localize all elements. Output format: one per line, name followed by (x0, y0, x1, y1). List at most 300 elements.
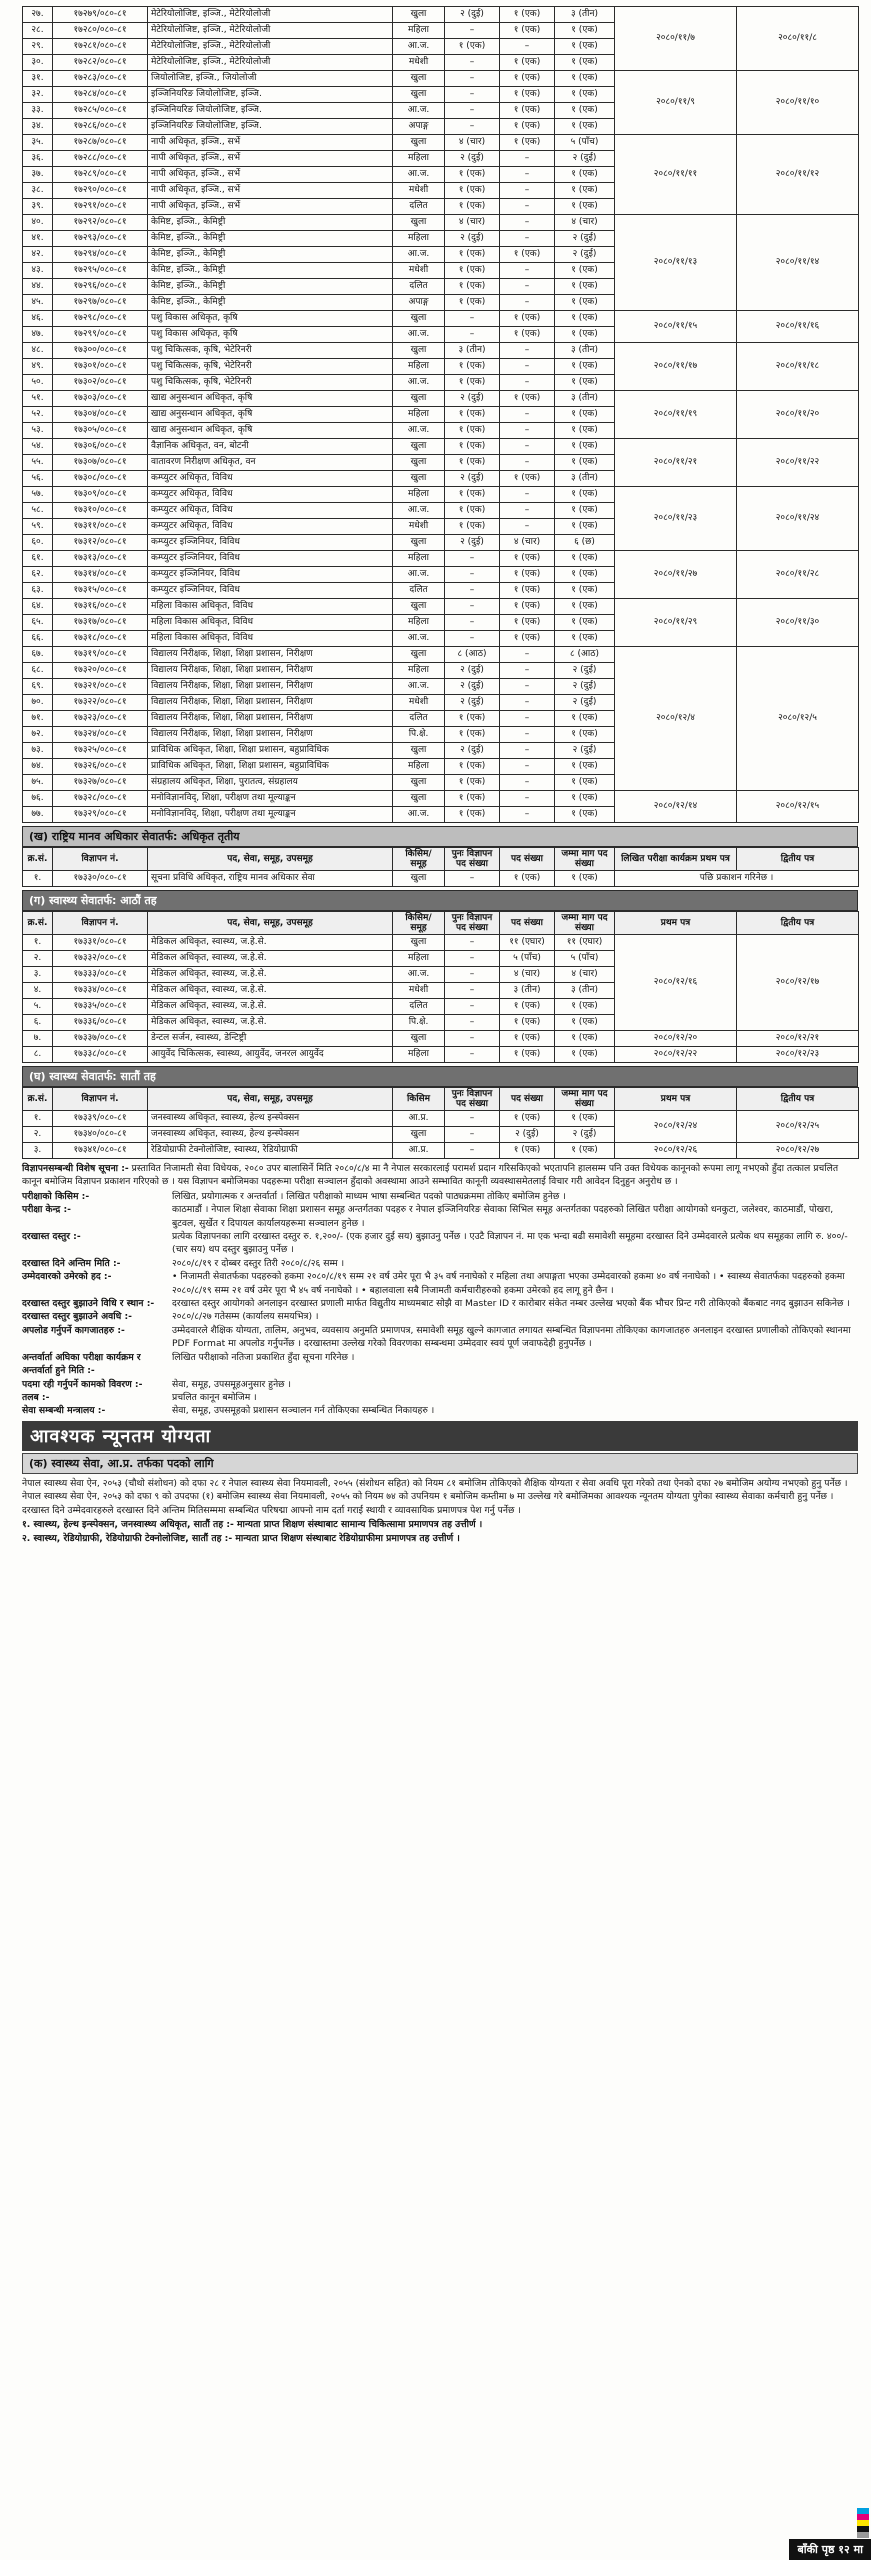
notice-item-value: २०८०/८/१९ र दोब्बर दस्तुर तिरी २०८०/८/२६ सम्म । (172, 1257, 345, 1269)
table-cell: ६. (23, 1015, 53, 1031)
table-cell: १७३२५/०८०-८१ (53, 743, 148, 759)
exam-date-second-paper: २०८०/१२/१७ (737, 935, 859, 1031)
table-cell: २ (दुई) (445, 231, 500, 247)
table-cell: १७३२७/०८०-८१ (53, 775, 148, 791)
table-cell: १७२८९/०८०-८१ (53, 167, 148, 183)
table-cell: केमिष्ट, इञ्जि., केमिष्ट्री (148, 231, 393, 247)
table-cell: खुला (393, 215, 445, 231)
table-cell: १७३०८/०८०-८१ (53, 471, 148, 487)
table-cell: डेन्टल सर्जन, स्वास्थ्य, डेन्टिष्ट्री (148, 1031, 393, 1047)
table-row (23, 647, 859, 663)
table-cell: ४ (चार) (555, 967, 615, 983)
exam-date-first-paper: २०८०/११/१५ (615, 311, 737, 343)
exam-date-second-paper: २०८०/१२/१५ (737, 791, 859, 823)
table-cell: १ (एक) (555, 551, 615, 567)
table-cell: खुला (393, 87, 445, 103)
table-cell: १ (एक) (445, 167, 500, 183)
table-cell: खुला (393, 1031, 445, 1047)
table-cell: १ (एक) (555, 791, 615, 807)
table-header-cell: लिखित परीक्षा कार्यक्रम प्रथम पत्र (615, 848, 737, 871)
table-cell: ३ (तीन) (555, 7, 615, 23)
table-cell: १ (एक) (555, 503, 615, 519)
table-cell: नापी अधिकृत, इञ्जि., सर्भे (148, 167, 393, 183)
table-cell: १ (एक) (445, 199, 500, 215)
continued-on-page-tab: बाँकी पृष्ठ १२ मा (789, 2539, 871, 2560)
table-cell: खुला (393, 743, 445, 759)
table-cell: ३५. (23, 135, 53, 151)
table-row (23, 391, 859, 407)
table-cell: पछि प्रकाशन गरिनेछ । (615, 871, 859, 887)
table-cell: १ (एक) (500, 327, 555, 343)
table-cell: ४. (23, 983, 53, 999)
table-header-cell: पद, सेवा, समूह, उपसमूह (148, 1088, 393, 1111)
table-cell: १ (एक) (500, 631, 555, 647)
table-cell: – (500, 743, 555, 759)
notice-item-value: उम्मेदवारले शैक्षिक योग्यता, तालिम, अनुभव, व्यवसाय अनुमति प्रमाणपत्र, समावेशी समूह खुल्ने कागजात लगायत सम्बन्धित विज्ञापनमा तोकिएका कागजातहरु अनलाइन दरखास्त प्रणालीको तोकिएको स्थानमा PDF Format मा अपलोड गर्नुपर्नेछ । दरखास्तमा उल्लेख गरेको विवरणका सम्बन्धमा उम्मेदवार स्वयं पूर्ण जवाफदेही हुनुपर्नेछ । (172, 1324, 851, 1350)
table-cell: २ (दुई) (445, 743, 500, 759)
table-cell: खुला (393, 535, 445, 551)
table-cell: १. (23, 1111, 53, 1127)
table-cell: ३ (तीन) (555, 983, 615, 999)
table-header-cell: क्र.सं. (23, 912, 53, 935)
table-cell: आ.ज. (393, 247, 445, 263)
table-cell: १७३०३/०८०-८१ (53, 391, 148, 407)
table-cell: १ (एक) (555, 615, 615, 631)
table-cell: महिला विकास अधिकृत, विविध (148, 599, 393, 615)
table-row (23, 1031, 859, 1047)
table-cell: १ (एक) (555, 1047, 615, 1063)
table-cell: ५२. (23, 407, 53, 423)
exam-date-first-paper: २०८०/१२/१४ (615, 791, 737, 823)
table-cell: १७२९५/०८०-८१ (53, 263, 148, 279)
table-cell: खुला (393, 135, 445, 151)
table-cell: १ (एक) (445, 775, 500, 791)
table-cell: – (500, 199, 555, 215)
exam-date-first-paper: २०८०/१२/२२ (615, 1047, 737, 1063)
table-cell: १ (एक) (500, 871, 555, 887)
table-cell: २८. (23, 23, 53, 39)
table-cell: मधेशी (393, 183, 445, 199)
table-cell: १ (एक) (555, 599, 615, 615)
table-cell: १७३२६/०८०-८१ (53, 759, 148, 775)
table-cell: – (445, 871, 500, 887)
table-cell: १७३०६/०८०-८१ (53, 439, 148, 455)
table-cell: १७३१०/०८०-८१ (53, 503, 148, 519)
exam-date-first-paper: २०८०/११/२९ (615, 599, 737, 647)
table-header-cell: विज्ञापन नं. (53, 912, 148, 935)
table-cell: १७२९२/०८०-८१ (53, 215, 148, 231)
notice-block (22, 1162, 858, 1418)
table-cell: २ (दुई) (500, 1127, 555, 1143)
table-cell: २ (दुई) (555, 663, 615, 679)
exam-date-first-paper: २०८०/१२/४ (615, 647, 737, 791)
table-cell: १ (एक) (500, 1031, 555, 1047)
section-kha-table (22, 847, 859, 887)
exam-date-second-paper: २०८०/११/२८ (737, 551, 859, 599)
table-cell: १७३२२/०८०-८१ (53, 695, 148, 711)
table-cell: आ.ज. (393, 503, 445, 519)
table-cell: जनस्वास्थ्य अधिकृत, स्वास्थ्य, हेल्थ इन्स्पेक्सन (148, 1111, 393, 1127)
table-cell: – (445, 1015, 500, 1031)
table-cell: ५६. (23, 471, 53, 487)
table-cell: खाद्य अनुसन्धान अधिकृत, कृषि (148, 391, 393, 407)
notice-item-label: दरखास्त दस्तुर बुझाउने अवधि :- (22, 1311, 132, 1323)
table-cell: १ (एक) (555, 279, 615, 295)
notice-item-value: • निजामती सेवातर्फका पदहरुको हकमा २०८०/८/१९ सम्म २१ वर्ष उमेर पूरा भै ३५ वर्ष ननाघेको र महिला तथा अपाङ्गता भएका उम्मेदवारको हकमा ४० वर्ष ननाघेको । • स्वास्थ्य सेवातर्फका पदहरुको हकमा २०८०/८/१९ सम्म २१ वर्ष उमेर पूरा भै ४५ वर्ष ननाघेको । • बहालवाला सबै निजामती कर्मचारीहरुको हकमा उमेरको हद लागू हुने छैन । (172, 1271, 845, 1296)
table-row (23, 487, 859, 503)
table-cell: ४०. (23, 215, 53, 231)
notice-item (22, 1270, 858, 1297)
table-cell: १ (एक) (500, 311, 555, 327)
table-cell: २०८०/१२/२६ (615, 1143, 737, 1159)
table-header-cell: क्र.सं. (23, 1088, 53, 1111)
table-cell: २ (दुई) (445, 535, 500, 551)
table-header-cell: जम्मा माग पद संख्या (555, 912, 615, 935)
table-cell: १ (एक) (500, 103, 555, 119)
table-cell: १७३२३/०८०-८१ (53, 711, 148, 727)
table-cell: पशु विकास अधिकृत, कृषि (148, 327, 393, 343)
table-cell: आ.ज. (393, 39, 445, 55)
table-cell: – (445, 1031, 500, 1047)
table-cell: १ (एक) (500, 87, 555, 103)
table-cell: ७७. (23, 807, 53, 823)
table-cell: १ (एक) (445, 487, 500, 503)
section-kha-body (23, 871, 859, 887)
table-cell: – (445, 327, 500, 343)
section-gha-table (22, 1087, 859, 1159)
table-header-cell: पद संख्या (500, 848, 555, 871)
table-cell: महिला (393, 615, 445, 631)
table-cell: १७२८७/०८०-८१ (53, 135, 148, 151)
table-cell: कम्प्युटर इञ्जिनियर, विविध (148, 551, 393, 567)
table-cell: नापी अधिकृत, इञ्जि., सर्भे (148, 183, 393, 199)
exam-date-second-paper: २०८०/११/१२ (737, 135, 859, 215)
table-cell: – (500, 343, 555, 359)
table-cell: १ (एक) (555, 55, 615, 71)
exam-date-second-paper: २०८०/११/१० (737, 71, 859, 135)
table-cell: केमिष्ट, इञ्जि., केमिष्ट्री (148, 279, 393, 295)
table-cell: महिला (393, 23, 445, 39)
table-cell: मधेशी (393, 695, 445, 711)
table-cell: ६९. (23, 679, 53, 695)
table-cell: मधेशी (393, 983, 445, 999)
table-cell: – (500, 695, 555, 711)
table-cell: ४ (चार) (555, 215, 615, 231)
notice-item (22, 1297, 858, 1310)
table-cell: ३६. (23, 151, 53, 167)
table-cell: विद्यालय निरीक्षक, शिक्षा, शिक्षा प्रशासन, निरीक्षण (148, 679, 393, 695)
table-cell: मधेशी (393, 55, 445, 71)
table-cell: ५. (23, 999, 53, 1015)
table-cell: महिला (393, 407, 445, 423)
table-cell: १७२९४/०८०-८१ (53, 247, 148, 263)
exam-date-first-paper: २०८०/११/१९ (615, 391, 737, 439)
table-cell: – (445, 615, 500, 631)
table-cell: – (445, 1047, 500, 1063)
table-cell: १ (एक) (445, 807, 500, 823)
table-cell: ६३. (23, 583, 53, 599)
table-cell: ५०. (23, 375, 53, 391)
table-cell: पि.क्षे. (393, 1015, 445, 1031)
table-row (23, 7, 859, 23)
top-vacancy-table (22, 6, 859, 823)
table-cell: १ (एक) (555, 455, 615, 471)
notice-item-label: दरखास्त दस्तुर बुझाउने विधि र स्थान :- (22, 1298, 155, 1310)
exam-date-first-paper: २०८०/११/११ (615, 135, 737, 215)
exam-date-second-paper: २०८०/११/१४ (737, 215, 859, 311)
table-cell: ७. (23, 1031, 53, 1047)
table-cell: ४२. (23, 247, 53, 263)
table-cell: ११ (एघार) (500, 935, 555, 951)
table-cell: १७३०९/०८०-८१ (53, 487, 148, 503)
table-cell: मनोविज्ञानविद्, शिक्षा, परीक्षण तथा मूल्याङ्कन (148, 791, 393, 807)
table-header-cell: किसिम/ समूह (393, 912, 445, 935)
table-cell: ८ (आठ) (555, 647, 615, 663)
table-cell: – (500, 679, 555, 695)
table-cell: खुला (393, 871, 445, 887)
table-cell: – (500, 39, 555, 55)
table-cell: १ (एक) (555, 807, 615, 823)
table-cell: – (445, 23, 500, 39)
table-cell: ४ (चार) (445, 215, 500, 231)
table-cell: ३. (23, 1143, 53, 1159)
table-header-cell: पद संख्या (500, 1088, 555, 1111)
table-cell: १ (एक) (555, 39, 615, 55)
table-cell: १७३१२/०८०-८१ (53, 535, 148, 551)
table-cell: ११ (एघार) (555, 935, 615, 951)
table-cell: १ (एक) (445, 263, 500, 279)
table-cell: केमिष्ट, इञ्जि., केमिष्ट्री (148, 295, 393, 311)
min-qualification-item-1: १. स्वास्थ्य, हेल्थ इन्स्पेक्सन, जनस्वास्थ्य अधिकृत, सातौं तह :- मान्यता प्राप्त शिक्षण संस्थाबाट सामान्य चिकित्सामा प्रमाणपत्र तह उत्तीर्ण । (22, 1518, 483, 1530)
table-cell: विद्यालय निरीक्षक, शिक्षा, शिक्षा प्रशासन, निरीक्षण (148, 695, 393, 711)
table-cell: – (445, 551, 500, 567)
table-cell: पशु विकास अधिकृत, कृषि (148, 311, 393, 327)
table-cell: महिला (393, 487, 445, 503)
notice-item (22, 1404, 858, 1417)
notice-item-label: तलब :- (22, 1391, 50, 1403)
table-header-cell: जम्मा माग पद संख्या (555, 848, 615, 871)
special-notice-text: प्रस्तावित निजामती सेवा विधेयक, २०८० उपर बालासिर्ने मिति २०८०/८/४ मा नै नेपाल सरकारलाई परामर्श प्रदान गरिसकिएको भएतापनि हालसम्म पनि उक्त विधेयक कानूनको रूपमा लागू नभएको हुँदा तत्काल प्रचलित कानून बमोजिम विज्ञापन प्रकाशन गरिएको छ । यस विज्ञापन बमोजिमका पदहरूमा परीक्षा सञ्चालन हुँदाको अवस्थामा आउने सम्भावित कानूनी व्यवस्थासमेतलाई विचार गरी आवेदन दिनुहुन अनुरोध छ । (22, 1163, 839, 1188)
table-cell: – (500, 407, 555, 423)
exam-date-second-paper: २०८०/११/८ (737, 7, 859, 71)
table-cell: १ (एक) (445, 455, 500, 471)
table-cell: १७३१३/०८०-८१ (53, 551, 148, 567)
table-cell: ४६. (23, 311, 53, 327)
table-cell: २ (दुई) (445, 151, 500, 167)
table-cell: १ (एक) (445, 711, 500, 727)
notice-item (22, 1378, 858, 1391)
table-cell: ५७. (23, 487, 53, 503)
table-cell: १ (एक) (555, 519, 615, 535)
table-row (23, 311, 859, 327)
exam-date-first-paper: २०८०/११/२७ (615, 551, 737, 599)
table-row (23, 135, 859, 151)
table-cell: कम्प्युटर अधिकृत, विविध (148, 503, 393, 519)
table-cell: खुला (393, 7, 445, 23)
table-cell: १७३००/०८०-८१ (53, 343, 148, 359)
table-cell: ४४. (23, 279, 53, 295)
table-cell: १ (एक) (500, 567, 555, 583)
table-cell: १ (एक) (555, 1111, 615, 1127)
notice-item (22, 1351, 858, 1378)
table-cell: – (445, 967, 500, 983)
table-header-cell: पद संख्या (500, 912, 555, 935)
notice-item-label: परीक्षा केन्द्र :- (22, 1204, 71, 1216)
table-cell: १७३३६/०८०-८१ (53, 1015, 148, 1031)
table-cell: १. (23, 871, 53, 887)
table-cell: – (500, 231, 555, 247)
exam-date-second-paper: २०८०/११/२४ (737, 487, 859, 551)
table-header-cell: जम्मा माग पद संख्या (555, 1088, 615, 1111)
table-cell: ३१. (23, 71, 53, 87)
notice-item-label: अन्तर्वार्ता अघिका परीक्षा कार्यक्रम र अन्तर्वार्ता हुने मिति :- (22, 1351, 141, 1377)
table-cell: इञ्जिनियरिङ जियोलोजिष्ट, इञ्जि. (148, 103, 393, 119)
table-cell: – (500, 439, 555, 455)
table-header-cell: पुनः विज्ञापन पद संख्या (445, 1088, 500, 1111)
table-cell: १ (एक) (555, 327, 615, 343)
table-cell: २ (दुई) (555, 231, 615, 247)
notice-item (22, 1230, 858, 1257)
table-cell: १ (एक) (555, 727, 615, 743)
table-cell: – (500, 663, 555, 679)
table-cell: दलित (393, 711, 445, 727)
table-cell: ३ (तीन) (445, 343, 500, 359)
exam-date-first-paper: २०८०/११/२३ (615, 487, 737, 551)
table-cell: खाद्य अनुसन्धान अधिकृत, कृषि (148, 423, 393, 439)
table-cell: १ (एक) (445, 423, 500, 439)
table-header-cell: प्रथम पत्र (615, 1088, 737, 1111)
top-table-body (23, 7, 859, 823)
table-cell: १७३३९/०८०-८१ (53, 1111, 148, 1127)
table-cell: १७३२९/०८०-८१ (53, 807, 148, 823)
min-qualification-item-2: २. स्वास्थ्य, रेडियोग्राफी, रेडियोग्राफी टेक्नोलोजिष्ट, सातौं तह :- मान्यता प्राप्त शिक्षण संस्थाबाट रेडियोग्राफीमा प्रमाणपत्र तह उत्तीर्ण । (22, 1533, 460, 1545)
table-cell: प्राविधिक अधिकृत, शिक्षा, शिक्षा प्रशासन, बहुप्राविधिक (148, 759, 393, 775)
table-cell: ६१. (23, 551, 53, 567)
table-row (23, 935, 859, 951)
exam-date-first-paper: २०८०/११/७ (615, 7, 737, 71)
exam-date-first-paper: २०८०/११/१७ (615, 343, 737, 391)
table-cell: खुला (393, 71, 445, 87)
table-cell: मनोविज्ञानविद्, शिक्षा, परीक्षण तथा मूल्याङ्कन (148, 807, 393, 823)
table-cell: – (445, 311, 500, 327)
table-cell: ५४. (23, 439, 53, 455)
table-cell: २०८०/१२/२५ (737, 1111, 859, 1143)
notice-items (22, 1190, 858, 1418)
table-cell: १७३१९/०८०-८१ (53, 647, 148, 663)
table-cell: ३ (तीन) (555, 471, 615, 487)
table-header-cell: पुनः विज्ञापन पद संख्या (445, 848, 500, 871)
table-cell: नापी अधिकृत, इञ्जि., सर्भे (148, 151, 393, 167)
table-cell: खुला (393, 935, 445, 951)
table-header-cell: विज्ञापन नं. (53, 848, 148, 871)
table-cell: – (500, 711, 555, 727)
table-cell: – (500, 727, 555, 743)
table-cell: ३८. (23, 183, 53, 199)
table-cell: १७३०२/०८०-८१ (53, 375, 148, 391)
table-cell: – (500, 375, 555, 391)
table-cell: १७३३४/०८०-८१ (53, 983, 148, 999)
table-cell: ६४. (23, 599, 53, 615)
table-cell: – (500, 279, 555, 295)
table-cell: २ (दुई) (445, 391, 500, 407)
notice-item-label: सेवा सम्बन्धी मन्त्रालय :- (22, 1405, 106, 1417)
table-cell: कम्प्युटर इञ्जिनियर, विविध (148, 535, 393, 551)
notice-item-value: प्रचलित कानून बमोजिम । (172, 1391, 257, 1403)
table-cell: १ (एक) (555, 711, 615, 727)
table-cell: १ (एक) (445, 407, 500, 423)
table-cell: १ (एक) (500, 23, 555, 39)
table-cell: ६८. (23, 663, 53, 679)
table-cell: मेडिकल अधिकृत, स्वास्थ्य, ज.हे.से. (148, 983, 393, 999)
table-cell: ६०. (23, 535, 53, 551)
table-cell: १ (एक) (500, 71, 555, 87)
table-cell: कम्प्युटर अधिकृत, विविध (148, 519, 393, 535)
table-cell: ५ (पाँच) (500, 951, 555, 967)
table-cell: विद्यालय निरीक्षक, शिक्षा, शिक्षा प्रशासन, निरीक्षण (148, 663, 393, 679)
exam-date-first-paper: २०८०/११/१३ (615, 215, 737, 311)
table-cell: १ (एक) (500, 7, 555, 23)
table-cell: अपाङ्ग (393, 119, 445, 135)
table-cell: ७४. (23, 759, 53, 775)
table-cell: आ.ज. (393, 167, 445, 183)
table-cell: १७३११/०८०-८१ (53, 519, 148, 535)
table-cell: १७२८२/०८०-८१ (53, 55, 148, 71)
table-cell: महिला विकास अधिकृत, विविध (148, 615, 393, 631)
table-cell: १ (एक) (445, 503, 500, 519)
table-cell: महिला (393, 231, 445, 247)
table-cell: खुला (393, 599, 445, 615)
table-cell: आयुर्वेद चिकित्सक, स्वास्थ्य, आयुर्वेद, जनरल आयुर्वेद (148, 1047, 393, 1063)
table-cell: ५८. (23, 503, 53, 519)
table-cell: आ.ज. (393, 567, 445, 583)
table-cell: १ (एक) (555, 71, 615, 87)
table-row (23, 71, 859, 87)
exam-date-first-paper: २०८०/१२/२० (615, 1031, 737, 1047)
table-header-cell: किसिम/ समूह (393, 848, 445, 871)
table-cell: आ.ज. (393, 327, 445, 343)
table-cell: जनस्वास्थ्य अधिकृत, स्वास्थ्य, हेल्थ इन्स्पेक्सन (148, 1127, 393, 1143)
table-cell: २ (दुई) (555, 695, 615, 711)
table-cell: मेटेरियोलोजिष्ट, इञ्जि., मेटेरियोलोजी (148, 23, 393, 39)
table-cell: – (445, 983, 500, 999)
table-cell: १७३२४/०८०-८१ (53, 727, 148, 743)
table-cell: – (500, 487, 555, 503)
table-cell: ७६. (23, 791, 53, 807)
table-row (23, 343, 859, 359)
section-kha-banner: (ख) राष्ट्रिय मानव अधिकार सेवातर्फ: अधिकृत तृतीय (22, 826, 858, 847)
table-cell: केमिष्ट, इञ्जि., केमिष्ट्री (148, 247, 393, 263)
table-row (23, 215, 859, 231)
table-cell: ५५. (23, 455, 53, 471)
table-cell: – (500, 359, 555, 375)
table-cell: मेटेरियोलोजिष्ट, इञ्जि., मेटेरियोलोजी (148, 39, 393, 55)
table-cell: ३९. (23, 199, 53, 215)
table-cell: आ.प्र. (393, 1111, 445, 1127)
notice-item-label: उम्मेदवारको उमेरको हद :- (22, 1271, 112, 1283)
table-cell: संग्रहालय अधिकृत, शिक्षा, पुरातत्व, संग्रहालय (148, 775, 393, 791)
table-cell: १ (एक) (555, 375, 615, 391)
table-cell: खुला (393, 775, 445, 791)
table-cell: दलित (393, 583, 445, 599)
table-cell: मेडिकल अधिकृत, स्वास्थ्य, ज.हे.से. (148, 999, 393, 1015)
table-cell: १७३३१/०८०-८१ (53, 935, 148, 951)
table-cell: १७२९६/०८०-८१ (53, 279, 148, 295)
section-ga-banner: (ग) स्वास्थ्य सेवातर्फ: आठौं तह (22, 890, 858, 911)
table-cell: – (500, 775, 555, 791)
table-cell: १ (एक) (555, 871, 615, 887)
table-cell: १ (एक) (445, 295, 500, 311)
table-cell: महिला (393, 359, 445, 375)
